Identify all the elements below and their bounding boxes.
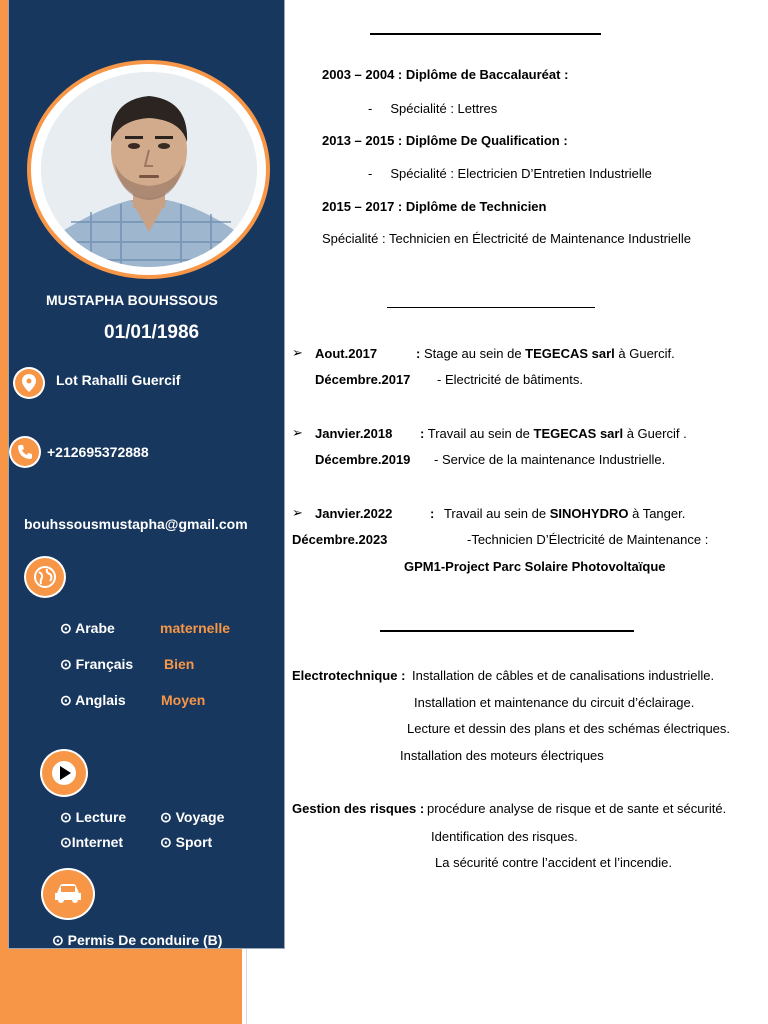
arrow-bullet-icon: ➢ bbox=[292, 425, 303, 440]
language-name: Français bbox=[75, 656, 134, 672]
language-level: Moyen bbox=[161, 692, 206, 708]
section-divider bbox=[380, 630, 634, 632]
education-entry: 2003 – 2004 : Diplôme de Baccalauréat : bbox=[322, 67, 569, 82]
skill-group-label: Electrotechnique : bbox=[292, 668, 406, 683]
language-item bbox=[60, 656, 133, 673]
experience-detail: - Service de la maintenance Industrielle. bbox=[434, 452, 666, 467]
language-item bbox=[60, 620, 115, 637]
radio-bullet-icon: ⊙ bbox=[60, 834, 72, 850]
radio-bullet-icon: ⊙ bbox=[160, 834, 176, 850]
experience-detail: - Electricité de bâtiments. bbox=[437, 372, 583, 387]
hobby-item: ⊙ Sport bbox=[160, 834, 213, 850]
experience-start: Janvier.2022 bbox=[315, 506, 393, 521]
globe-icon bbox=[26, 558, 64, 596]
hobby-item: ⊙Internet bbox=[60, 834, 124, 850]
skill-item: Installation des moteurs électriques bbox=[400, 748, 604, 763]
license-text: ⊙ Permis De conduire (B) bbox=[52, 932, 223, 948]
skill-item: Installation et maintenance du circuit d’éclairage. bbox=[414, 695, 695, 710]
skill-group-label: Gestion des risques : bbox=[292, 801, 425, 816]
language-name: Arabe bbox=[75, 620, 115, 636]
experience-project: GPM1-Project Parc Solaire Photovoltaïque bbox=[404, 559, 666, 574]
education-detail: - Spécialité : Electricien D’Entretien Industrielle bbox=[368, 166, 652, 181]
phone-text: +212695372888 bbox=[47, 444, 149, 460]
profile-name: MUSTAPHA BOUHSSOUS bbox=[46, 292, 218, 308]
section-divider bbox=[370, 33, 601, 35]
experience-end: Décembre.2019 bbox=[315, 452, 411, 467]
experience-desc: : Stage au sein de TEGECAS sarl à Guercif. bbox=[416, 346, 675, 361]
phone-icon bbox=[11, 438, 39, 466]
radio-bullet-icon: ⊙ bbox=[52, 932, 68, 948]
profile-photo bbox=[41, 72, 257, 267]
hobby-item: ⊙ Voyage bbox=[160, 809, 225, 825]
radio-bullet-icon: ⊙ bbox=[60, 809, 76, 825]
education-detail: Spécialité : Technicien en Électricité de Maintenance Industrielle bbox=[322, 231, 692, 246]
language-item bbox=[60, 692, 126, 709]
skill-item: Identification des risques. bbox=[431, 829, 578, 844]
address-text: Lot Rahalli Guercif bbox=[56, 372, 181, 388]
experience-detail: -Technicien D’Électricité de Maintenance : bbox=[467, 532, 709, 547]
arrow-bullet-icon: ➢ bbox=[292, 505, 303, 520]
experience-desc: : Travail au sein de TEGECAS sarl à Guercif . bbox=[420, 426, 687, 441]
language-level: Bien bbox=[164, 656, 195, 672]
skill-item: La sécurité contre l’accident et l’incendie. bbox=[435, 855, 673, 870]
section-divider bbox=[387, 307, 595, 308]
play-icon bbox=[42, 751, 86, 795]
education-entry: 2015 – 2017 : Diplôme de Technicien bbox=[322, 199, 547, 214]
skill-item: Lecture et dessin des plans et des schémas électriques. bbox=[407, 721, 731, 736]
experience-end: Décembre.2023 bbox=[292, 532, 388, 547]
radio-bullet-icon: ⊙ bbox=[60, 620, 76, 636]
radio-bullet-icon: ⊙ bbox=[60, 692, 76, 708]
skill-item: procédure analyse de risque et de sante et sécurité. bbox=[427, 801, 727, 816]
education-detail: - Spécialité : Lettres bbox=[368, 101, 498, 116]
language-name: Anglais bbox=[75, 692, 126, 708]
location-icon bbox=[15, 369, 43, 397]
hobby-item: ⊙ Lecture bbox=[60, 809, 127, 825]
experience-start: Aout.2017 bbox=[315, 346, 378, 361]
skill-item: Installation de câbles et de canalisations industrielle. bbox=[412, 668, 715, 683]
arrow-bullet-icon: ➢ bbox=[292, 345, 303, 360]
experience-end: Décembre.2017 bbox=[315, 372, 411, 387]
email-text: bouhssousmustapha@gmail.com bbox=[24, 516, 248, 532]
profile-birthdate: 01/01/1986 bbox=[104, 322, 200, 343]
radio-bullet-icon: ⊙ bbox=[160, 809, 176, 825]
radio-bullet-icon: ⊙ bbox=[60, 656, 76, 672]
experience-start: Janvier.2018 bbox=[315, 426, 393, 441]
experience-desc: : Travail au sein de SINOHYDRO à Tanger. bbox=[430, 506, 686, 521]
car-icon bbox=[43, 870, 93, 918]
education-entry: 2013 – 2015 : Diplôme De Qualification : bbox=[322, 133, 568, 148]
language-level: maternelle bbox=[160, 620, 231, 636]
